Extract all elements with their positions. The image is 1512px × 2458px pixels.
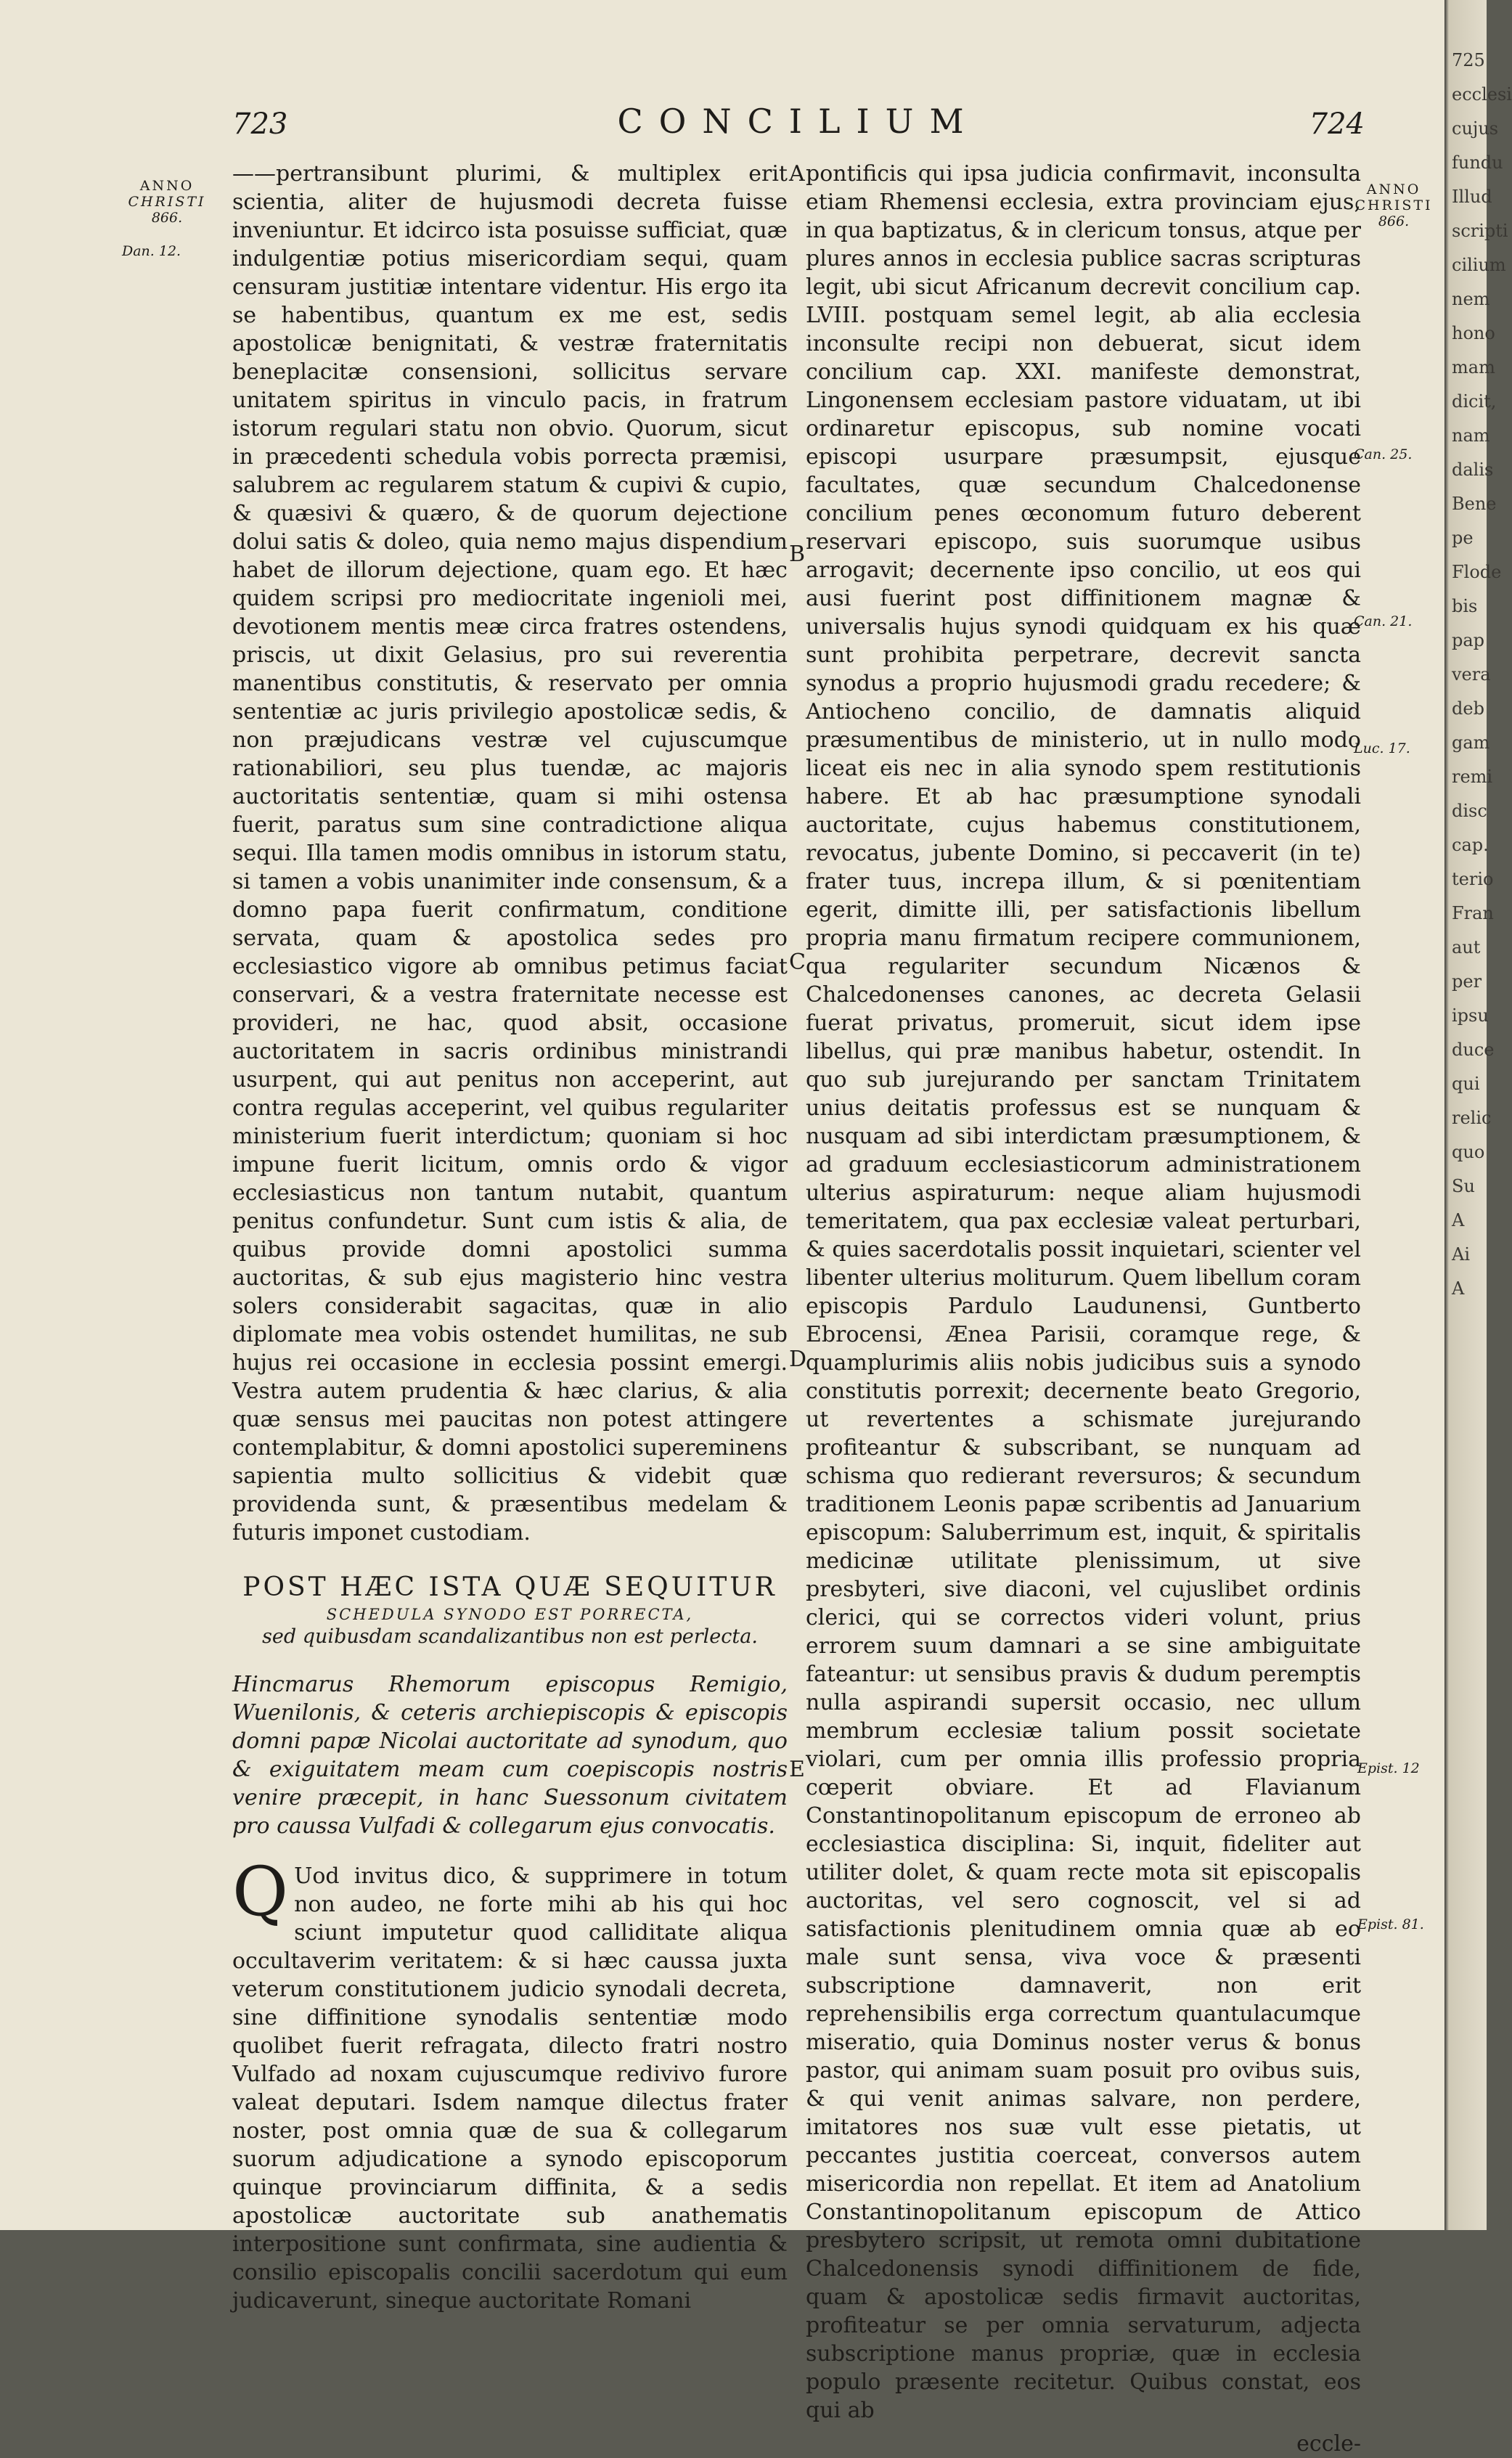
edge-fragment: dalis (1452, 460, 1494, 480)
margin-anno: ANNO (1366, 181, 1421, 197)
letter-body-text: Uod invitus dico, & supprimere in totum non audeo, ne forte mihi ab his qui hoc sciunt imputetur quod calliditate aliqua occultaverim veritatem: & si hæc caussa juxta veterum constitutionem judicio synodali decreta, sine diffinitione synodalis sententiæ modo quolibet fuerit refragata, dilecto fratri nostro Vulfado ad noxam cujuscumque redivivo furore valeat deputari. Isdem namque dilectus frater noster, post omnia quæ de sua & collegarum suorum adjudicatione a synodo episcoporum quinque provinciarum diffinita, & a sedis apostolicæ auctoritate sub anathematis interpositione sunt confirmata, sine audientia & consilio episcopalis concilii sacerdotum qui eum judicaverunt, sineque auctoritate Romani (232, 1863, 788, 2314)
page-header (232, 102, 1365, 145)
section-heading-subtitle: SCHEDULA SYNODO EST PORRECTA, (326, 1606, 694, 1623)
edge-fragment: per (1452, 971, 1482, 992)
edge-fragment: deb (1452, 698, 1484, 719)
margin-christi: CHRISTI (1354, 197, 1433, 213)
left-column (232, 160, 788, 2315)
margin-reference-can21: Can. 21. (1354, 613, 1413, 629)
section-letter-d: D (789, 1347, 807, 1372)
edge-fragment: Flode (1452, 562, 1502, 582)
edge-fragment: nam (1452, 425, 1490, 446)
edge-fragment: cilium (1452, 255, 1506, 275)
edge-fragment: aut (1452, 937, 1481, 958)
margin-reference-epist81: Epist. 81. (1357, 1916, 1424, 1932)
edge-fragment: terio (1452, 869, 1494, 889)
page-number-left: 723 (232, 107, 288, 141)
edge-fragment: Ai (1452, 1244, 1471, 1265)
next-page-edge (1444, 0, 1512, 2230)
section-letter-b: B (789, 542, 806, 567)
edge-fragment: nem (1452, 289, 1490, 309)
section-heading-note: sed quibusdam scandalizantibus non est perlecta. (262, 1625, 758, 1648)
letter-body (232, 1853, 788, 2315)
margin-year: 866. (151, 210, 183, 226)
edge-fragment: relic (1452, 1108, 1492, 1128)
edge-fragment: disc (1452, 801, 1487, 821)
edge-fragment: dicit, (1452, 391, 1497, 412)
edge-fragment: ipsu (1452, 1005, 1489, 1026)
edge-fragment: quo (1452, 1142, 1485, 1162)
edge-fragment: remi (1452, 767, 1493, 787)
edge-fragment: Su (1452, 1176, 1475, 1196)
running-title: CONCILIUM (617, 102, 980, 141)
right-column-text: pontificis qui ipsa judicia confirmavit, inconsulta etiam Rhemensi ecclesia, extra provinciam ejus, in qua baptizatus, & in clericum tonsus, atque per plures annos in ecclesia publice sacras scripturas legit, ubi sicut Africanum decrevit concilium cap. LVIII. postquam semel legit, ab alia ecclesia inconsulte recipi non debuerat, sicut idem concilium cap. XXI. manifeste demonstrat, Lingonensem ecclesiam pastore viduatam, ut ibi ordinaretur episcopus, sub nomine vocati episcopi usurpare præsumpsit, ejusque facultates, quæ secundum Chalcedonense concilium penes œconomum futuro deberent reservari episcopo, suis suorumque usibus arrogavit; decernente ipso concilio, ut eos qui ausi fuerint post diffinitionem magnæ & universalis hujus synodi quidquam ex his quæ sunt prohibita perpetrare, decrevit sancta synodus a proprio hujusmodi gradu recedere; & Antiocheno concilio, de damnatis aliquid præsumentibus de ministerio, ut in nullo modo liceat eis nec in alia synodo spem restitutionis habere. Et ab hac præsumptione synodali auctoritate, cujus habemus constitutionem, revocatus, jubente Domino, si peccaverit (in te) frater tuus, increpa illum, & si pœnitentiam egerit, dimitte illi, per satisfactionis libellum propria manu firmatum recipere communionem, qua regulariter secundum Nicænos & Chalcedonenses canones, ac decreta Gelasii fuerat privatus, promeruit, sicut idem ipse libellus, qui præ manibus habetur, ostendit. In quo sub jurejurando per sanctam Trinitatem unius deitatis professus est se nunquam & nusquam ad sibi interdictam præsumptionem, & ad graduum ecclesiasticorum administrationem ulterius aspiraturum: neque aliam hujusmodi temeritatem, qua pax ecclesiæ valeat perturbari, & quies sacerdotalis possit inquietari, scienter vel libenter ulterius moliturum. Quem libellum coram episcopis Pardulo Laudunensi, Guntberto Ebrocensi, Ænea Parisii, coramque rege, & quamplurimis aliis nobis judicibus suis a synodo constitutis porrexit; decernente beato Gregorio, ut revertentes a schismate jurejurando profiteantur & subscribant, se nunquam ad schisma quo redierant reversuros; & secundum traditionem Leonis papæ scribentis ad Januarium episcopum: Saluberrimum est, inquit, & spiritalis medicinæ utilitate plenissimum, ut sive presbyteri, sive diaconi, vel cujuslibet ordinis clerici, qui se correctos videri volunt, prius errorem suum damnari a se sine ambiguitate fateantur: ut sensibus pravis & dudum peremptis nulla aspirandi supersit occasio, nec ullum membrum ecclesiæ talium possit societate violari, cum per omnia illis professio propria cœperit obviare. Et ad Flavianum Constantinopolitanum episcopum de erroneo ab ecclesiastica disciplina: Si, inquit, fideliter aut utiliter dolet, & quam recte mota sit episcopalis auctoritas, vel sero cognoscit, vel si ad satisfactionis plenitudinem omnia quæ ab eo male sunt sensa, viva voce & præsenti subscriptione damnaverit, non erit reprehensibilis erga correctum quantulacumque miseratio, quia Dominus noster verus & bonus pastor, qui animam suam posuit pro ovibus suis, & qui venit animas salvare, non perdere, imitatores nos suæ vult esse pietatis, ut peccantes justitia coerceat, conversos autem misericordia non repellat. Et item ad Anatolium Constantinopolitanum episcopum de Attico presbytero scripsit, ut remota omni dubitatione Chalcedonensis synodi diffinitionem de fide, quam & apostolicæ sedis firmavit auctoritas, profiteatur se per omnia servaturum, adjecta subscriptione manus propriæ, quæ in ecclesia populo præsente recitetur. Quibus constat, eos qui ab (806, 161, 1361, 2423)
margin-reference-epist12: Epist. 12 (1357, 1760, 1420, 1776)
margin-christi: CHRISTI (128, 194, 206, 210)
edge-fragment: A (1452, 1278, 1465, 1299)
edge-fragment: A (1452, 1210, 1465, 1230)
letter-salutation: Hincmarus Rhemorum episcopus Remigio, Wuenilonis, & ceteris archiepiscopis & episcopis domni papæ Nicolai auctoritate ad synodum, quo & exiguitatem meam cum coepiscopis nostris venire præcepit, in hanc Suessonum civitatem pro caussa Vulfadi & collegarum ejus convocatis. (232, 1672, 788, 1839)
right-column (806, 160, 1361, 2457)
edge-fragment: fundu (1452, 152, 1503, 173)
edge-fragment: Bene (1452, 494, 1497, 514)
edge-fragment: qui (1452, 1074, 1480, 1094)
margin-anno: ANNO (139, 178, 195, 194)
edge-fragment: bis (1452, 596, 1478, 616)
edge-fragment: hono (1452, 323, 1495, 343)
section-heading (232, 1572, 788, 1649)
edge-fragment: pap (1452, 630, 1485, 650)
edge-fragment: cujus (1452, 118, 1499, 139)
margin-reference-luc17: Luc. 17. (1354, 740, 1410, 756)
edge-fragment: duce (1452, 1040, 1495, 1060)
edge-fragment: scripti (1452, 221, 1508, 241)
left-column-text: ——pertransibunt plurimi, & multiplex erit scientia, aliter de hujusmodi decreta fuisse inveniuntur. Et idcirco ista posuisse sufficiat, quæ indulgentiæ potius misericordiam sequi, quam censuram justitiæ intentare videntur. His ergo ita se habentibus, quantum ex me est, sedis apostolicæ benignitati, & vestræ fraternitatis beneplacitæ consensioni, sollicitus servare unitatem spiritus in vinculo pacis, in fratrum istorum regulari statu non obvio. Quorum, sicut in præcedenti schedula vobis porrecta præmisi, salubrem ac regularem statum & cupivi & cupio, & quæsivi & quæro, & de quorum dejectione dolui satis & doleo, quia nemo majus dispendium habet de illorum dejectione, quam ego. Et hæc quidem scripsi pro mediocritate ingenioli mei, devotionem mentis meæ circa fratres ostendens, priscis, ut dixit Gelasius, pro sui reverentia manentibus constitutis, & reservato per omnia sententiæ ac juris privilegio apostolicæ sedis, & non præjudicans vestræ vel cujuscumque rationabiliori, seu plus tuendæ, ac majoris auctoritatis sententiæ, quam si mihi ostensa fuerit, paratus sum sine contradictione aliqua sequi. Illa tamen modis omnibus in istorum statu, si tamen a vobis unanimiter inde consensum, & a domno papa fuerit confirmatum, conditione servata, quam & apostolica sedes pro ecclesiastico vigore ab omnibus petimus faciat conservari, & a vestra fraternitate necesse est provideri, ne hac, quod absit, occasione auctoritatem in sacris ordinibus ministrandi usurpent, qui aut penitus non acceperint, aut contra regulas acceperint, vel quibus regulariter ministerium fuerit interdictum; quoniam si hoc impune fuerit licitum, omnis ordo & vigor ecclesiasticus non tantum nutabit, quantum penitus confundetur. Sunt cum istis & alia, de quibus provide domni apostolici summa auctoritas, & sub ejus magisterio hinc vestra solers considerabit sagacitas, quæ in alio diplomate mea vobis ostendet humilitas, ne sub hujus rei occasione in ecclesia possint emergi. Vestra autem prudentia & hæc clarius, & alia quæ sensus mei paucitas non potest attingere contemplabitur, & domni apostolici supereminens sapientia multo sollicitius & videbit quæ providenda sunt, & præsentibus medelam & futuris imponet custodiam. (232, 161, 788, 1546)
section-heading-title: POST HÆC ISTA QUÆ SEQUITUR (242, 1572, 777, 1602)
edge-fragment: ecclesi (1452, 84, 1512, 105)
edge-fragment: vera (1452, 664, 1491, 685)
edge-fragment: mam (1452, 357, 1495, 377)
edge-fragment: 725 (1452, 50, 1485, 70)
margin-reference-dan: Dan. 12. (122, 243, 181, 259)
edge-fragment: pe (1452, 528, 1474, 548)
margin-year: 866. (1378, 213, 1410, 229)
edge-fragment: gam (1452, 732, 1490, 753)
edge-text-fragments (1452, 44, 1512, 1306)
left-margin-note (116, 178, 218, 226)
catchword: eccle- (1296, 2431, 1361, 2457)
edge-fragment: Illud (1452, 187, 1492, 207)
drop-capital: Q (232, 1853, 289, 1932)
page-number-right: 724 (1309, 107, 1365, 141)
section-letter-a: A (789, 161, 805, 187)
edge-fragment: cap. (1452, 835, 1489, 855)
right-margin-note (1354, 181, 1434, 229)
edge-fragment: Fran (1452, 903, 1494, 923)
margin-reference-can25: Can. 25. (1354, 446, 1413, 462)
section-letter-e: E (789, 1757, 805, 1782)
section-letter-c: C (789, 950, 806, 975)
